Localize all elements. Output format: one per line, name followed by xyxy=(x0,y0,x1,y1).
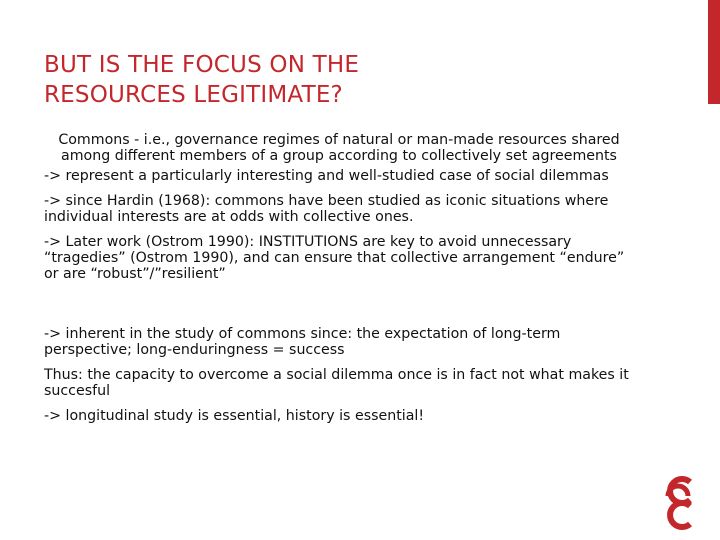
slide-body xyxy=(44,132,634,433)
paragraph-longitudinal: -> longitudinal study is essential, history is essential! xyxy=(44,408,425,424)
interlocking-c-logo-icon xyxy=(662,476,698,532)
accent-bar xyxy=(708,0,720,104)
paragraph-ostrom: -> Later work (Ostrom 1990): INSTITUTIONS are key to avoid unnecessary “tragedies” (Ostrom 1990), and can ensure that collective arrangement “endure” or are “robust”/”resilient” xyxy=(44,234,625,282)
intro-definition: Commons - i.e., governance regimes of natural or man-made resources shared among different members of a group according to collectively set agreements xyxy=(58,132,620,164)
paragraph-thus: Thus: the capacity to overcome a social dilemma once is in fact not what makes it succesful xyxy=(44,367,629,399)
paragraph-hardin: -> since Hardin (1968): commons have been studied as iconic situations where individual interests are at odds with collective ones. xyxy=(44,193,609,225)
paragraph-long-term: -> inherent in the study of commons since: the expectation of long-term perspective; long-enduringness = success xyxy=(44,326,561,358)
spacer xyxy=(44,291,634,326)
title-line-1: BUT IS THE FOCUS ON THE xyxy=(44,52,360,78)
title-line-2: RESOURCES LEGITIMATE? xyxy=(44,82,343,108)
paragraph-social-dilemmas: -> represent a particularly interesting and well-studied case of social dilemmas xyxy=(44,168,609,184)
slide-title xyxy=(44,50,644,110)
